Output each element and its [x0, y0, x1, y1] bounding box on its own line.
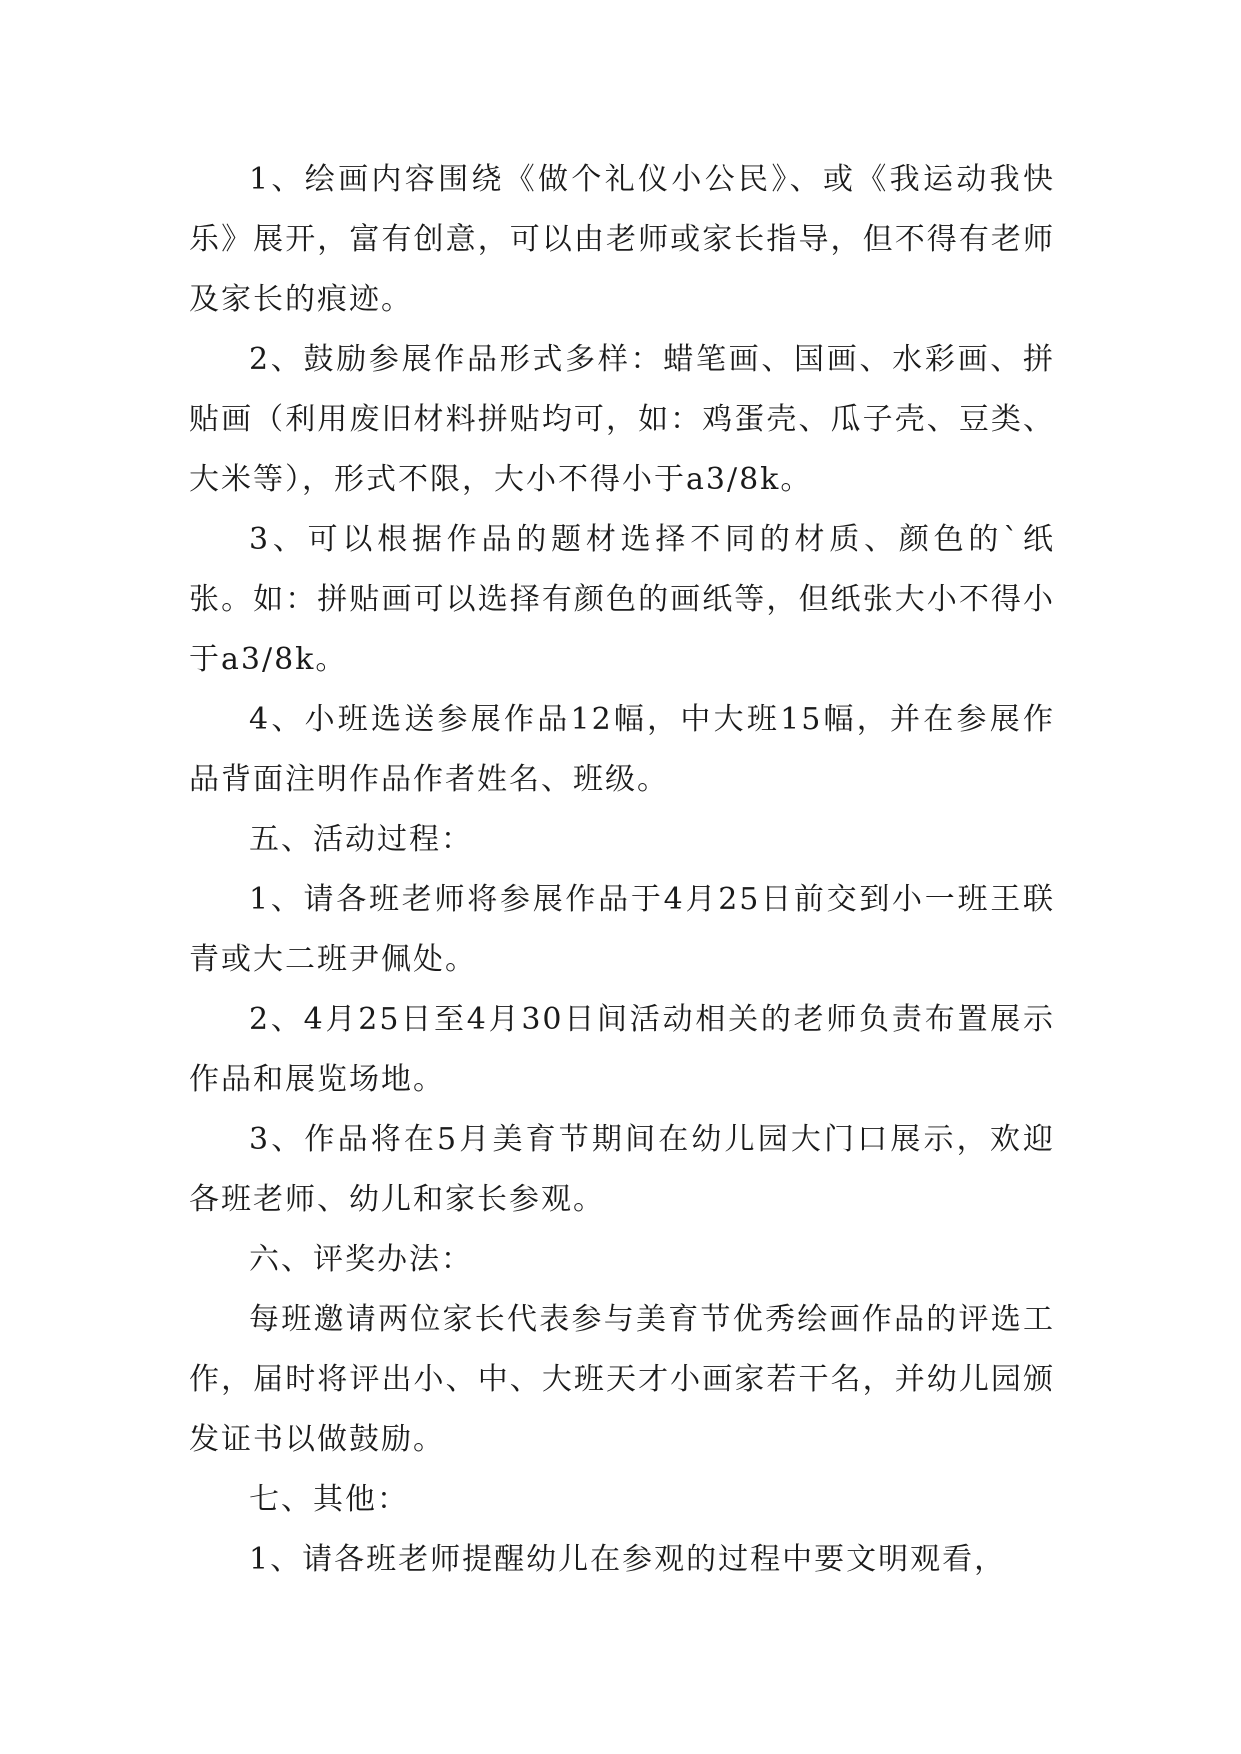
paragraph-exhibition-display: 3、作品将在5月美育节期间在幼儿园大门口展示，欢迎各班老师、幼儿和家长参观。 [189, 1122, 1055, 1217]
paragraph-paper-material: 3、可以根据作品的题材选择不同的材质、颜色的`纸张。如：拼贴画可以选择有颜色的画纸等，但纸张大小不得小于a3/8k。 [189, 522, 1055, 677]
paragraph-artwork-forms: 2、鼓励参展作品形式多样：蜡笔画、国画、水彩画、拼贴画（利用废旧材料拼贴均可，如：鸡蛋壳、瓜子壳、豆类、大米等），形式不限，大小不得小于a3/8k。 [189, 342, 1055, 497]
paragraph-content-requirement: 1、绘画内容围绕《做个礼仪小公民》、或《我运动我快乐》展开，富有创意，可以由老师或家长指导，但不得有老师及家长的痕迹。 [189, 162, 1055, 317]
paragraph-submission-deadline: 1、请各班老师将参展作品于4月25日前交到小一班王联青或大二班尹佩处。 [189, 882, 1055, 977]
section-heading-process: 五、活动过程： [249, 822, 473, 857]
section-heading-other: 七、其他： [249, 1482, 409, 1517]
document-body [189, 150, 1055, 1590]
paragraph-exhibition-setup: 2、4月25日至4月30日间活动相关的老师负责布置展示作品和展览场地。 [189, 1002, 1055, 1097]
paragraph-award-method: 每班邀请两位家长代表参与美育节优秀绘画作品的评选工作，届时将评出小、中、大班天才小画家若干名，并幼儿园颁发证书以做鼓励。 [189, 1302, 1055, 1457]
section-heading-awards: 六、评奖办法： [249, 1242, 473, 1277]
paragraph-submission-quota: 4、小班选送参展作品12幅，中大班15幅，并在参展作品背面注明作品作者姓名、班级。 [189, 702, 1055, 797]
paragraph-visit-reminder: 1、请各班老师提醒幼儿在参观的过程中要文明观看， [249, 1542, 1007, 1577]
